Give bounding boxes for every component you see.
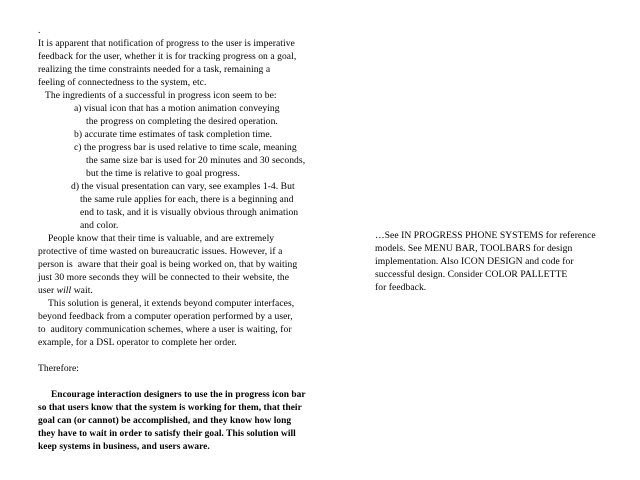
para1-line-3: realizing the time constraints needed for a task, remaining a — [38, 64, 271, 75]
para3-line-4: example, for a DSL operator to complete her order. — [38, 337, 237, 348]
para2-last-pre: user — [38, 285, 57, 296]
para2-line-2: protective of time wasted on bureaucratic issues. However, if a — [38, 246, 283, 257]
para1-line-1: It is apparent that notification of progress to the user is imperative — [38, 38, 295, 49]
para2-last-italic: will — [56, 285, 72, 296]
conclusion-line-2: so that users know that the system is working for them, that their — [38, 403, 302, 413]
para3-line-2: beyond feedback from a computer operation performed by a user, — [38, 311, 293, 322]
para2-line-3: person is aware that their goal is being worked on, that by waiting — [38, 259, 298, 270]
item-d-line-1: d) the visual presentation can vary, see examples 1-4. But — [71, 181, 295, 192]
sidebar-line-2: models. See MENU BAR, TOOLBARS for design — [375, 243, 573, 254]
para1-line-2: feedback for the user, whether it is for tracking progress on a goal, — [38, 51, 297, 62]
conclusion-line-5: keep systems in business, and users aware. — [38, 442, 210, 452]
conclusion-line-1: Encourage interaction designers to use the in progress icon bar — [51, 390, 306, 400]
sidebar-line-1: …See IN PROGRESS PHONE SYSTEMS for reference — [375, 230, 596, 241]
item-d-line-2: the same rule applies for each, there is a beginning and — [80, 194, 294, 205]
para1-line-4: feeling of connectedness to the system, etc. — [38, 77, 207, 88]
para3-line-1: This solution is general, it extends beyond computer interfaces, — [48, 298, 295, 309]
sidebar-line-4: successful design. Consider COLOR PALLETTE — [375, 269, 568, 280]
item-d-line-4: and color. — [80, 220, 119, 231]
sidebar-line-3: implementation. Also ICON DESIGN and code for — [375, 256, 574, 267]
item-a-line-2: the progress on completing the desired operation. — [86, 116, 278, 127]
para2-line-4: just 30 more seconds they will be connected to their website, the — [38, 272, 290, 283]
dot: . — [38, 25, 41, 36]
sidebar-line-5: for feedback. — [375, 282, 427, 293]
item-c-line-2: the same size bar is used for 20 minutes and 30 seconds, — [86, 155, 306, 166]
para2-last-post: wait. — [71, 285, 93, 296]
para3-line-3: to auditory communication schemes, where a user is waiting, for — [38, 324, 292, 335]
item-d-line-3: end to task, and it is visually obvious through animation — [80, 207, 299, 218]
conclusion-line-3: goal can (or cannot) be accomplished, and they know how long — [38, 416, 292, 426]
item-a-line-1: a) visual icon that has a motion animation conveying — [74, 103, 280, 114]
conclusion-line-4: they have to wait in order to satisfy their goal. This solution will — [38, 429, 296, 439]
para2-line-1: People know that their time is valuable, and are extremely — [48, 233, 275, 244]
item-b-line-1: b) accurate time estimates of task completion time. — [74, 129, 273, 140]
para2-line-5 — [38, 285, 93, 298]
item-c-line-1: c) the progress bar is used relative to time scale, meaning — [74, 142, 297, 153]
item-c-line-3: but the time is relative to goal progress. — [86, 168, 240, 179]
therefore-label: Therefore: — [38, 363, 79, 374]
ingredients-intro: The ingredients of a successful in progress icon seem to be: — [45, 90, 277, 101]
